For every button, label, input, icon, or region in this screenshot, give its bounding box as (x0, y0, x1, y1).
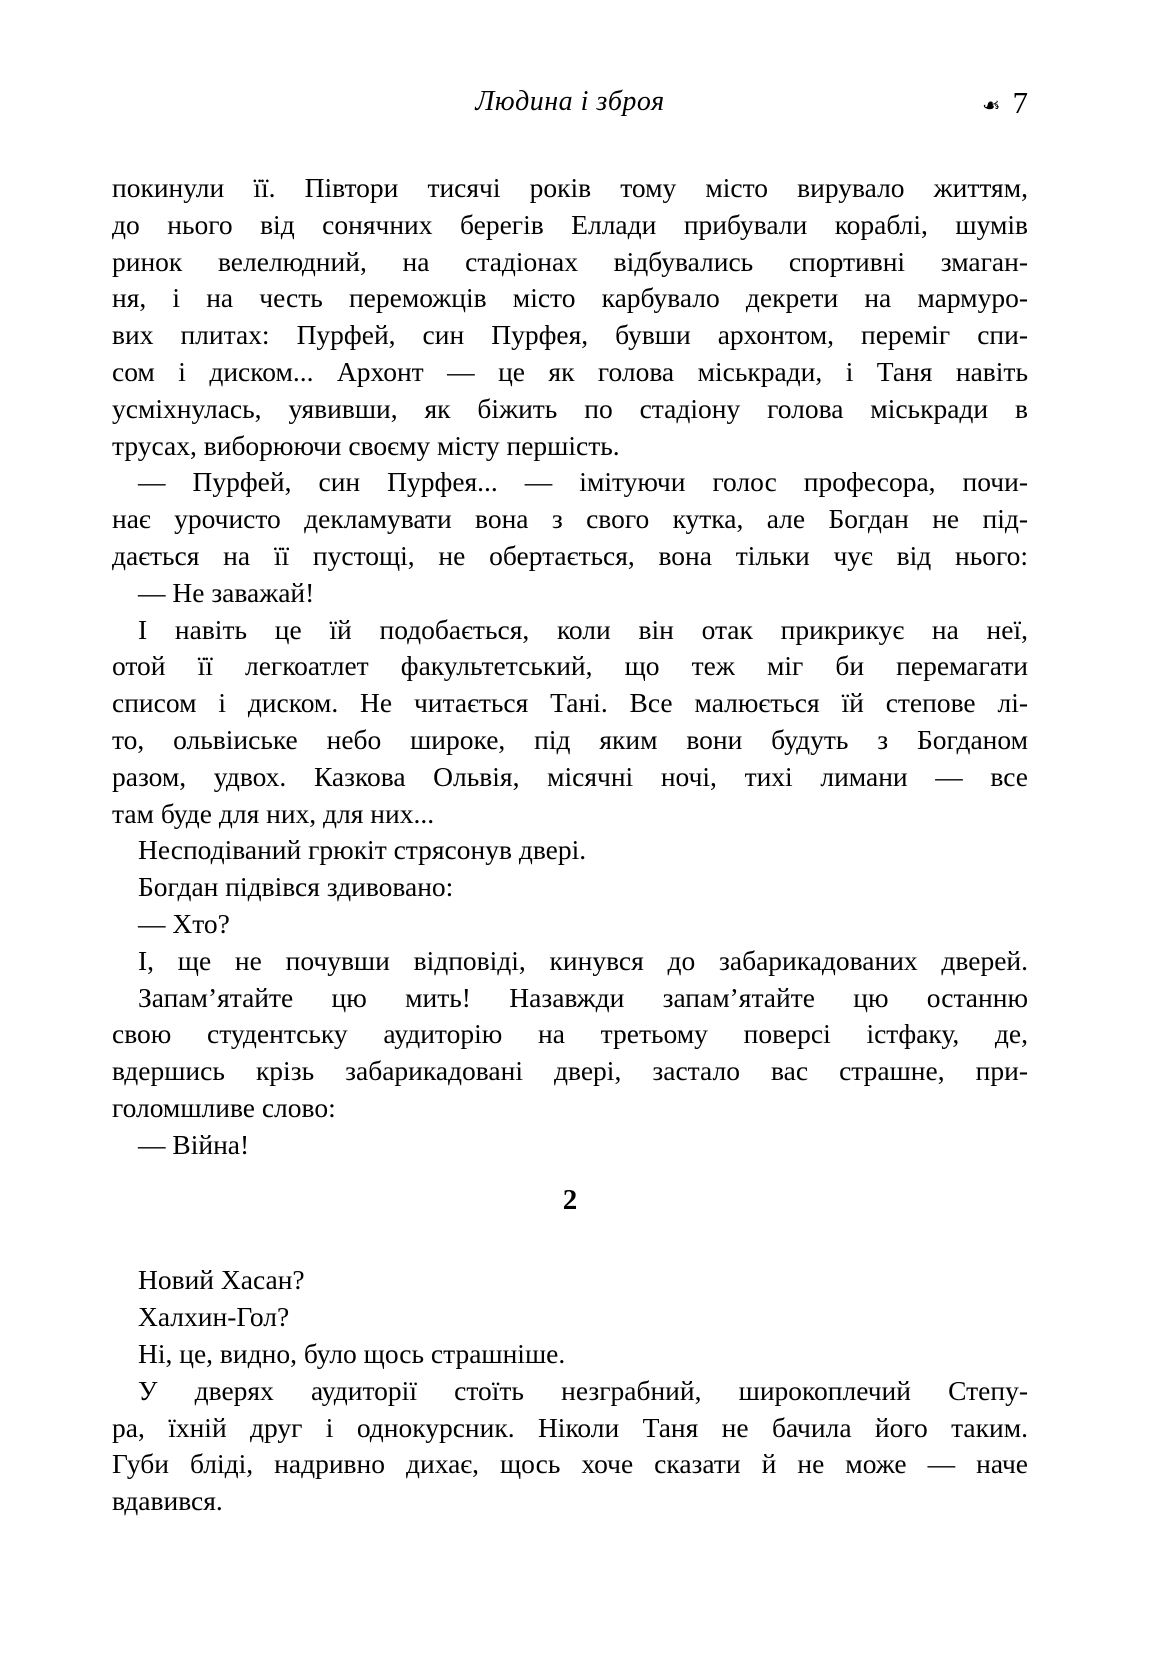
text-line: списом і диском. Не читається Тані. Все малюється їй степове лі- (112, 687, 1028, 719)
text-line: вих плитах: Пурфей, син Пурфея, бувши архонтом, переміг спи- (112, 319, 1028, 351)
text-line: до нього від сонячних берегів Еллади прибували кораблі, шумів (112, 208, 1028, 240)
text-line: Несподіваний грюкіт стрясонув двері. (138, 834, 587, 866)
text-line: Губи бліді, надривно дихає, щось хоче сказати й не може — наче (112, 1448, 1028, 1480)
text-block-2 (112, 1262, 1028, 1520)
text-line: нає урочисто декламувати вона з свого кутка, але Богдан не під- (112, 503, 1028, 535)
text-line: сом і диском... Архонт — це як голова міськради, і Таня навіть (112, 355, 1028, 387)
text-line: ра, їхній друг і однокурсник. Ніколи Таня не бачила його таким. (112, 1411, 1028, 1443)
running-title: Людина і зброя (475, 86, 665, 117)
text-line: Ні, це, видно, було щось страшніше. (138, 1337, 566, 1369)
text-line: І навіть це їй подобається, коли він отак прикрикує на неї, (138, 613, 1028, 645)
text-line: ринок велелюдний, на стадіонах відбувались спортивні змаган- (112, 245, 1028, 277)
text-line: вдершись крізь забарикадовані двері, застало вас страшне, при- (112, 1055, 1028, 1087)
fleuron-ornament-icon: ❧ (982, 94, 1001, 119)
text-line: покинули її. Півтори тисячі років тому місто вирувало життям, (112, 172, 1028, 203)
text-line: — Не заважай! (138, 576, 315, 608)
text-line: Запам’ятайте цю мить! Назавжди запам’ятайте цю останню (138, 981, 1028, 1013)
page-number: 7 (1012, 85, 1028, 120)
section-number: 2 (562, 1183, 578, 1216)
text-line: трусах, виборюючи своєму місту першість. (112, 429, 620, 461)
text-line: усміхнулась, уявивши, як біжить по стадіону голова міськради в (112, 392, 1028, 424)
text-line: Новий Хасан? (138, 1264, 305, 1296)
text-line: І, ще не почувши відповіді, кинувся до забарикадованих дверей. (138, 944, 1028, 976)
text-line: свою студентську аудиторію на третьому поверсі істфаку, де, (112, 1018, 1028, 1050)
page-number-group (982, 84, 1028, 122)
text-line: — Хто? (138, 907, 230, 939)
text-line: ня, і на честь переможців місто карбувало декрети на мармуро- (112, 282, 1028, 314)
text-line: У дверях аудиторії стоїть незграбний, широкоплечий Степу- (138, 1374, 1028, 1406)
text-line: голомшливе слово: (112, 1091, 336, 1123)
page-body (112, 170, 1028, 1520)
text-block-1 (112, 170, 1028, 1164)
text-line: разом, удвох. Казкова Ольвія, місячні ночі, тихі лимани — все (112, 760, 1028, 792)
text-line: то, ольвіиське небо широке, під яким вони будуть з Богданом (112, 723, 1028, 755)
text-line: — Війна! (138, 1128, 250, 1160)
text-line: Халхин-Гол? (138, 1301, 290, 1333)
text-line: — Пурфей, син Пурфея... — імітуючи голос професора, почи- (138, 466, 1028, 498)
text-line: там буде для них, для них... (112, 797, 435, 829)
text-line: отой її легкоатлет факультетський, що теж міг би перемагати (112, 650, 1028, 682)
text-line: вдавився. (112, 1485, 223, 1517)
running-head (112, 84, 1028, 126)
text-line: дається на її пустощі, не обертається, вона тільки чує від нього: (112, 539, 1028, 571)
text-line: Богдан підвівся здивовано: (138, 871, 454, 903)
